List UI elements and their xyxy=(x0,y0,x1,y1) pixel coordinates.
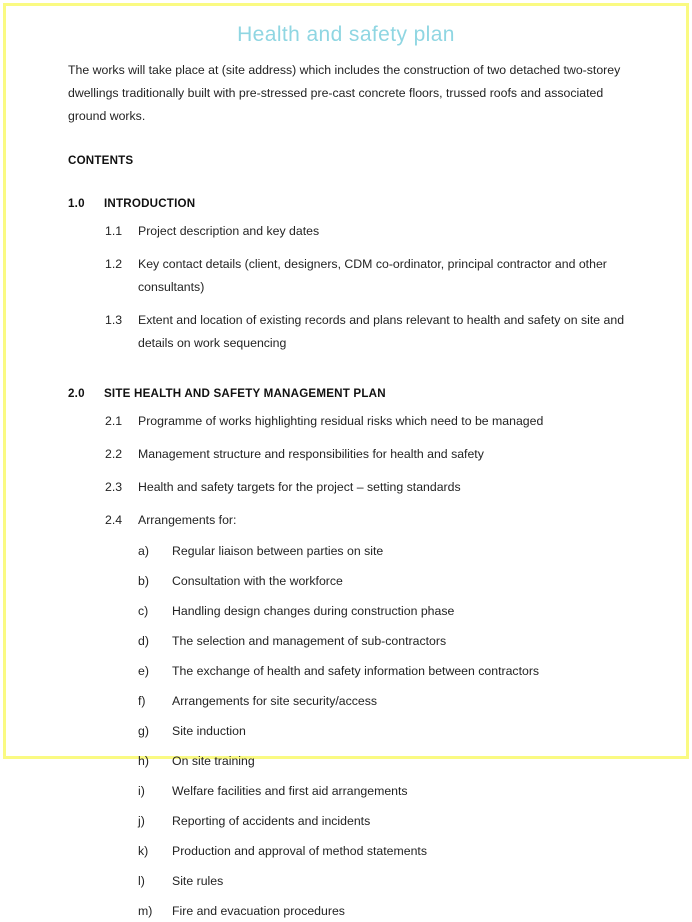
list-item xyxy=(0,562,692,592)
list-item xyxy=(0,210,692,243)
item-text: Health and safety targets for the project – setting standards xyxy=(138,480,461,495)
item-number: 2.1 xyxy=(105,414,123,429)
section-1 xyxy=(0,167,692,355)
section-1-title: INTRODUCTION xyxy=(104,197,196,211)
item-text: Production and approval of method statements xyxy=(172,844,427,859)
item-text: The selection and management of sub-contractors xyxy=(172,634,447,649)
section-1-item-list xyxy=(0,210,692,355)
item-text: Arrangements for site security/access xyxy=(172,694,378,709)
list-item xyxy=(0,622,692,652)
list-item xyxy=(0,532,692,562)
item-marker: b) xyxy=(138,574,149,589)
list-item xyxy=(0,682,692,712)
item-text: Management structure and responsibilities for health and safety xyxy=(138,447,484,462)
item-marker: g) xyxy=(138,724,149,739)
arrangements-list xyxy=(0,532,692,922)
item-text: Regular liaison between parties on site xyxy=(172,544,384,559)
list-item xyxy=(0,742,692,772)
item-marker: f) xyxy=(138,694,146,709)
item-text: Project description and key dates xyxy=(138,224,320,239)
list-item xyxy=(0,652,692,682)
item-marker: i) xyxy=(138,784,145,799)
item-marker: h) xyxy=(138,754,149,769)
list-item xyxy=(0,400,692,433)
list-item xyxy=(0,433,692,466)
section-2-title: SITE HEALTH AND SAFETY MANAGEMENT PLAN xyxy=(104,387,386,401)
list-item xyxy=(0,466,692,499)
item-number: 1.3 xyxy=(105,313,123,328)
section-1-heading xyxy=(0,167,692,210)
item-number: 1.1 xyxy=(105,224,123,239)
item-text: On site training xyxy=(172,754,255,769)
section-1-number: 1.0 xyxy=(68,197,85,211)
page-title: Health and safety plan xyxy=(237,23,455,46)
item-text: Fire and evacuation procedures xyxy=(172,904,345,919)
list-item xyxy=(0,592,692,622)
list-item xyxy=(0,712,692,742)
list-item xyxy=(0,499,692,532)
section-2-number: 2.0 xyxy=(68,387,85,401)
list-item xyxy=(0,892,692,922)
item-marker: d) xyxy=(138,634,149,649)
list-item xyxy=(0,862,692,892)
item-text: Extent and location of existing records and plans relevant to health and safety on site and details on work sequencing xyxy=(138,313,625,351)
section-2 xyxy=(0,355,692,922)
item-marker: j) xyxy=(138,814,145,829)
item-number: 2.4 xyxy=(105,513,123,528)
item-marker: a) xyxy=(138,544,149,559)
item-marker: c) xyxy=(138,604,149,619)
section-2-heading xyxy=(0,355,692,400)
contents-heading: CONTENTS xyxy=(68,154,134,168)
list-item xyxy=(0,832,692,862)
item-marker: m) xyxy=(138,904,153,919)
item-number: 2.2 xyxy=(105,447,123,462)
item-marker: k) xyxy=(138,844,149,859)
item-marker: l) xyxy=(138,874,145,889)
item-text: Consultation with the workforce xyxy=(172,574,343,589)
item-number: 1.2 xyxy=(105,257,123,272)
list-item xyxy=(0,243,692,299)
list-item xyxy=(0,772,692,802)
item-text: Key contact details (client, designers, CDM co-ordinator, principal contractor and other consultants) xyxy=(138,257,607,295)
list-item xyxy=(0,802,692,832)
section-2-item-list xyxy=(0,400,692,532)
item-marker: e) xyxy=(138,664,149,679)
item-text: Site rules xyxy=(172,874,224,889)
item-text: Handling design changes during construction phase xyxy=(172,604,455,619)
list-item xyxy=(0,299,692,355)
item-text: Programme of works highlighting residual risks which need to be managed xyxy=(138,414,544,429)
item-text: Site induction xyxy=(172,724,246,739)
item-text: Welfare facilities and first aid arrangements xyxy=(172,784,408,799)
item-text: Arrangements for: xyxy=(138,513,237,528)
item-number: 2.3 xyxy=(105,480,123,495)
item-text: Reporting of accidents and incidents xyxy=(172,814,371,829)
item-text: The exchange of health and safety information between contractors xyxy=(172,664,540,679)
intro-paragraph: The works will take place at (site address) which includes the construction of two detached two-storey dwellings traditionally built with pre-stressed pre-cast concrete floors, trussed roofs and associated ground works. xyxy=(68,63,621,124)
